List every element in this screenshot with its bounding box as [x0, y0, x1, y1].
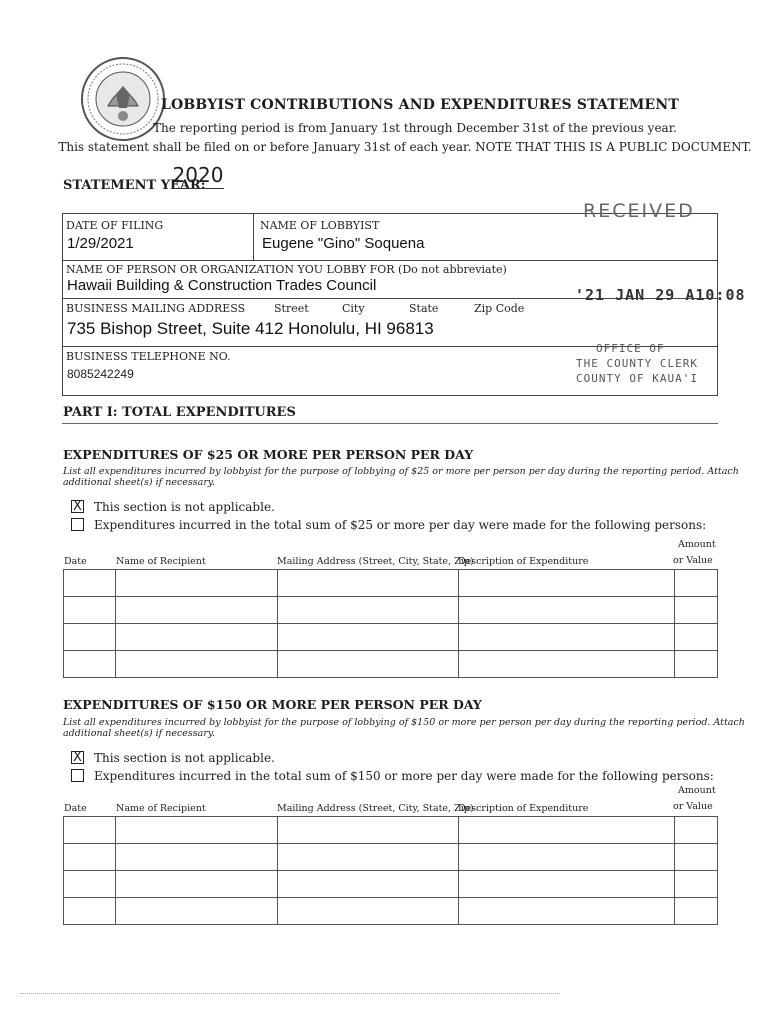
- table-cell[interactable]: [116, 570, 278, 597]
- telephone-label: BUSINESS TELEPHONE NO.: [66, 350, 231, 363]
- table-cell[interactable]: [675, 844, 718, 871]
- city-label: City: [342, 302, 365, 315]
- zip-code-label: Zip Code: [474, 302, 525, 315]
- col-address-header: Mailing Address (Street, City, State, Zip): [277, 556, 474, 567]
- section-150-not-applicable-checkbox[interactable]: X: [71, 751, 84, 764]
- col-amount-header-line2: or Value: [673, 555, 713, 566]
- col-date-header: Date: [64, 556, 87, 567]
- table-cell[interactable]: [459, 844, 675, 871]
- table-cell[interactable]: [459, 898, 675, 925]
- organization-label: NAME OF PERSON OR ORGANIZATION YOU LOBBY FOR (Do not abbreviate): [66, 263, 507, 276]
- table-cell[interactable]: [459, 624, 675, 651]
- table-cell[interactable]: [116, 844, 278, 871]
- col-amount-header-line1: Amount: [678, 785, 716, 796]
- part1-divider: [62, 423, 718, 424]
- table-cell[interactable]: [64, 844, 116, 871]
- table-cell[interactable]: [278, 651, 459, 678]
- table-cell[interactable]: [675, 597, 718, 624]
- section-150-incurred-checkbox[interactable]: [71, 769, 84, 782]
- table-cell[interactable]: [64, 624, 116, 651]
- table-row: [64, 844, 718, 871]
- table-cell[interactable]: [64, 817, 116, 844]
- table-row: [64, 898, 718, 925]
- col-amount-header-line1: Amount: [678, 539, 716, 550]
- table-cell[interactable]: [64, 570, 116, 597]
- table-cell[interactable]: [116, 898, 278, 925]
- section-25-description: List all expenditures incurred by lobbyist for the purpose of lobbying of $25 or more per person per day during the reporting period. Attach additional sheet(s) if necessary.: [63, 466, 739, 488]
- table-cell[interactable]: [278, 898, 459, 925]
- section-25-not-applicable-label: This section is not applicable.: [94, 500, 275, 514]
- table-cell[interactable]: [278, 570, 459, 597]
- street-label: Street: [274, 302, 309, 315]
- part1-title: PART I: TOTAL EXPENDITURES: [63, 405, 296, 420]
- office-stamp-line1: OFFICE OF: [596, 342, 665, 355]
- table-cell[interactable]: [675, 871, 718, 898]
- section-25-table: [63, 569, 718, 678]
- col-amount-header-line2: or Value: [673, 801, 713, 812]
- table-cell[interactable]: [675, 817, 718, 844]
- section-150-incurred-label: Expenditures incurred in the total sum of $150 or more per day were made for the following persons:: [94, 769, 714, 783]
- col-address-header: Mailing Address (Street, City, State, Zip): [277, 803, 474, 814]
- section-25-title: EXPENDITURES OF $25 OR MORE PER PERSON PER DAY: [63, 447, 474, 462]
- table-row: [64, 570, 718, 597]
- section-150-description: List all expenditures incurred by lobbyist for the purpose of lobbying of $150 or more per person per day during the reporting period. Attach additional sheet(s) if necessary.: [63, 717, 745, 739]
- state-label: State: [409, 302, 439, 315]
- statement-year-field[interactable]: 2020: [172, 163, 224, 187]
- section-25-not-applicable-checkbox[interactable]: X: [71, 500, 84, 513]
- table-cell[interactable]: [278, 817, 459, 844]
- table-cell[interactable]: [116, 817, 278, 844]
- received-datetime-stamp: '21 JAN 29 A10:08: [575, 286, 746, 304]
- form-title: LOBBYIST CONTRIBUTIONS AND EXPENDITURES STATEMENT: [160, 97, 680, 113]
- table-cell[interactable]: [459, 817, 675, 844]
- table-row: [64, 651, 718, 678]
- office-stamp-line3: COUNTY OF KAUA'I: [576, 372, 698, 385]
- office-stamp-line2: THE COUNTY CLERK: [576, 357, 698, 370]
- table-cell[interactable]: [675, 651, 718, 678]
- table-cell[interactable]: [116, 651, 278, 678]
- col-recipient-header: Name of Recipient: [116, 556, 206, 567]
- table-cell[interactable]: [278, 844, 459, 871]
- mailing-address-field[interactable]: 735 Bishop Street, Suite 412 Honolulu, HI 96813: [67, 319, 434, 338]
- col-recipient-header: Name of Recipient: [116, 803, 206, 814]
- table-cell[interactable]: [64, 898, 116, 925]
- section-150-not-applicable-label: This section is not applicable.: [94, 751, 275, 765]
- table-cell[interactable]: [459, 597, 675, 624]
- col-description-header: Description of Expenditure: [458, 803, 589, 814]
- table-cell[interactable]: [675, 570, 718, 597]
- received-stamp: RECEIVED: [583, 200, 695, 222]
- telephone-field[interactable]: 8085242249: [67, 367, 134, 381]
- section-25-incurred-label: Expenditures incurred in the total sum of $25 or more per day were made for the following persons:: [94, 518, 707, 532]
- section-25-incurred-checkbox[interactable]: [71, 518, 84, 531]
- table-cell[interactable]: [459, 570, 675, 597]
- scan-artifact-line: [20, 993, 560, 994]
- table-cell[interactable]: [64, 651, 116, 678]
- table-row: [64, 817, 718, 844]
- table-row: [64, 624, 718, 651]
- table-cell[interactable]: [278, 871, 459, 898]
- date-of-filing-label: DATE OF FILING: [66, 219, 164, 232]
- table-cell[interactable]: [278, 624, 459, 651]
- col-description-header: Description of Expenditure: [458, 556, 589, 567]
- date-of-filing-field[interactable]: 1/29/2021: [67, 235, 134, 252]
- table-cell[interactable]: [116, 624, 278, 651]
- table-cell[interactable]: [278, 597, 459, 624]
- lobbyist-name-label: NAME OF LOBBYIST: [260, 219, 380, 232]
- statement-year-label: STATEMENT YEAR:: [63, 178, 206, 193]
- table-cell[interactable]: [116, 871, 278, 898]
- col-date-header: Date: [64, 803, 87, 814]
- mailing-address-label: BUSINESS MAILING ADDRESS: [66, 302, 246, 315]
- table-row: [64, 597, 718, 624]
- table-cell[interactable]: [116, 597, 278, 624]
- table-cell[interactable]: [64, 871, 116, 898]
- table-row: [64, 871, 718, 898]
- table-cell[interactable]: [675, 898, 718, 925]
- filing-note-text: This statement shall be filed on or before January 31st of each year. NOTE THAT THIS IS A PUBLIC DOCUMENT.: [58, 140, 752, 154]
- organization-field[interactable]: Hawaii Building & Construction Trades Council: [67, 277, 377, 294]
- section-150-title: EXPENDITURES OF $150 OR MORE PER PERSON PER DAY: [63, 697, 482, 712]
- table-cell[interactable]: [459, 871, 675, 898]
- table-cell[interactable]: [64, 597, 116, 624]
- table-cell[interactable]: [459, 651, 675, 678]
- reporting-period-text: The reporting period is from January 1st through December 31st of the previous year.: [153, 121, 677, 135]
- section-150-table: [63, 816, 718, 925]
- lobbyist-name-field[interactable]: Eugene "Gino" Soquena: [262, 235, 425, 252]
- table-cell[interactable]: [675, 624, 718, 651]
